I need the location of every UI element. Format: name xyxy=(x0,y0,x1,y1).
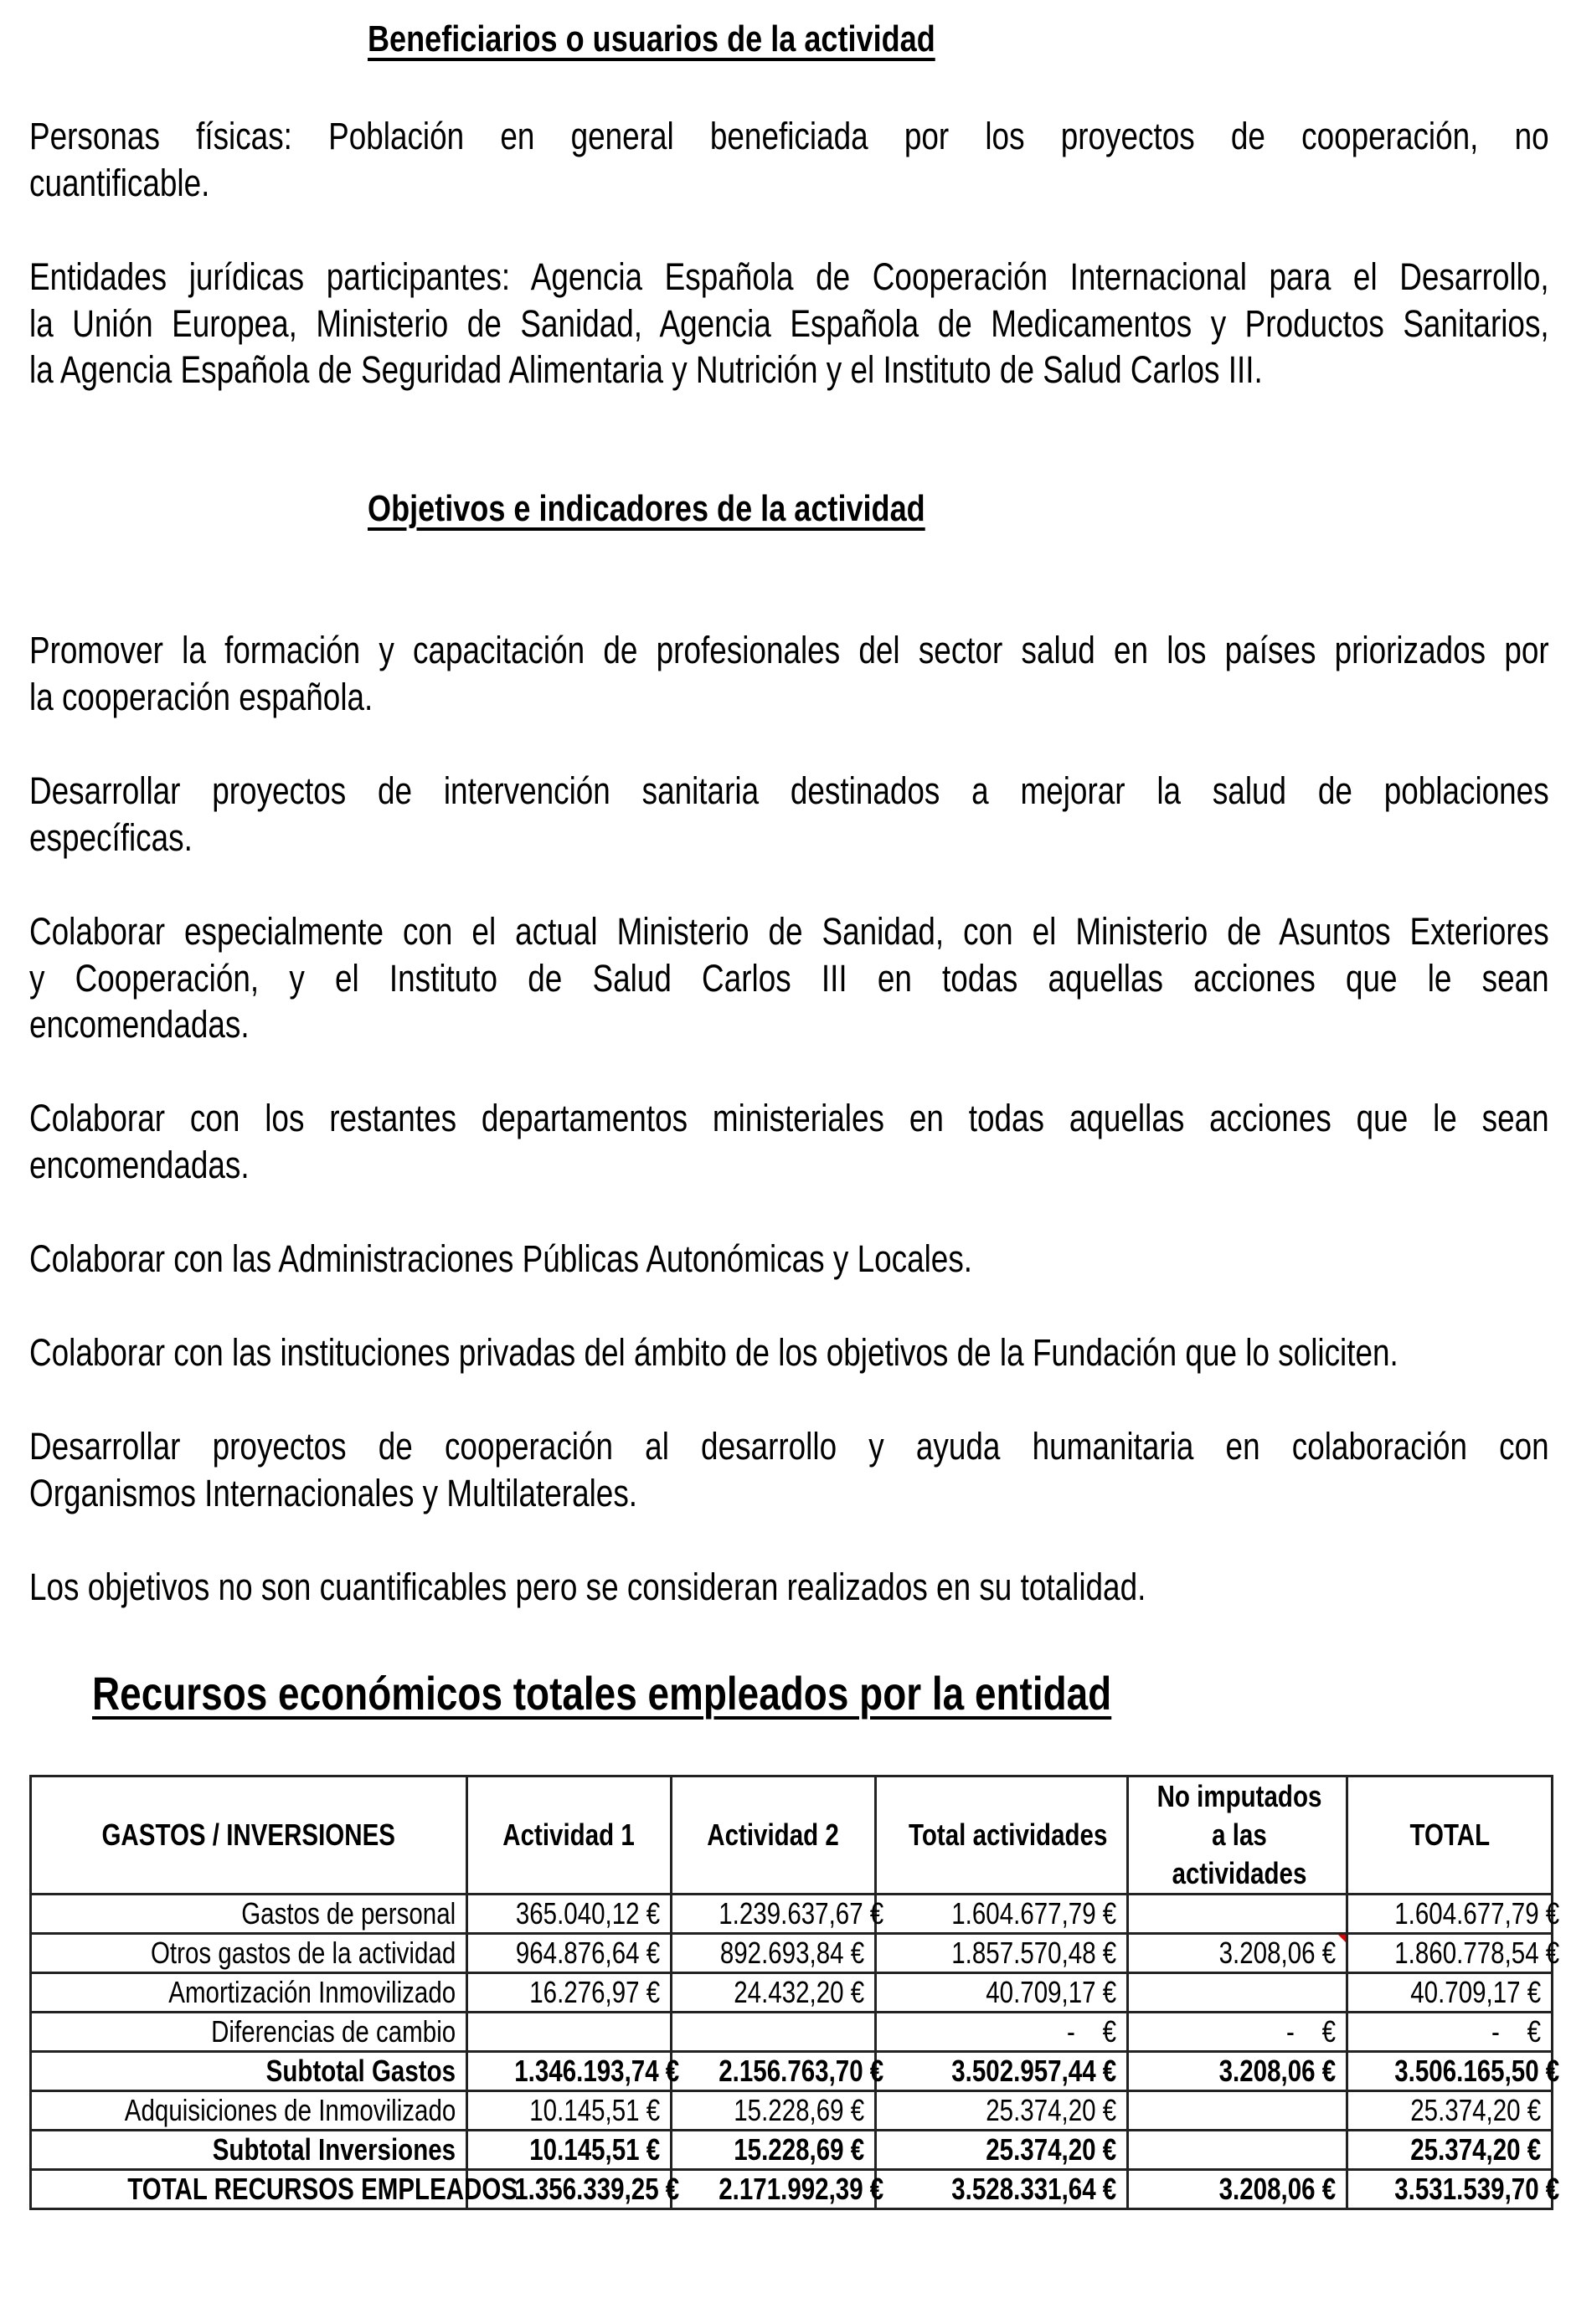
cell-value: 1.356.339,25 € xyxy=(514,2172,680,2206)
comment-marker-icon[interactable] xyxy=(1338,1935,1346,1942)
row-label-cell xyxy=(31,2131,467,2170)
cell-value: 2.171.992,39 € xyxy=(719,2172,884,2206)
column-header-label: Total actividades xyxy=(909,1818,1108,1852)
paragraph-line: encomendadas. xyxy=(29,1143,250,1186)
value-cell xyxy=(1347,2131,1553,2170)
cell-value: 1.346.193,74 € xyxy=(514,2054,680,2088)
value-cell xyxy=(1128,2052,1347,2091)
table-row xyxy=(31,1934,1553,1973)
table-row xyxy=(31,1895,1553,1934)
value-cell xyxy=(876,1934,1128,1973)
value-cell xyxy=(672,2052,884,2091)
value-cell xyxy=(1347,2170,1560,2209)
paragraph xyxy=(29,908,1549,1048)
column-header-label: TOTAL xyxy=(1409,1818,1490,1852)
paragraph-line: la Agencia Española de Seguridad Alimentaria y Nutrición y el Instituto de Salud Carlos III. xyxy=(29,348,1263,391)
paragraph xyxy=(29,768,1549,861)
cell-value: 25.374,20 € xyxy=(986,2132,1116,2167)
cell-value: 1.604.677,79 € xyxy=(951,1896,1116,1931)
cell-value: 3.502.957,44 € xyxy=(951,2054,1116,2088)
column-header xyxy=(1128,1776,1347,1895)
paragraph-line: y Cooperación, y el Instituto de Salud Carlos III en todas aquellas acciones que le sean xyxy=(29,956,1549,1000)
cell-value: 24.432,20 € xyxy=(734,1975,864,2009)
paragraph-line: específicas. xyxy=(29,815,193,859)
column-header xyxy=(467,1776,672,1895)
heading-objetivos: Objetivos e indicadores de la actividad xyxy=(368,488,925,529)
table-row xyxy=(31,2013,1553,2052)
value-cell xyxy=(672,2091,876,2131)
paragraph xyxy=(29,1564,1549,1611)
value-cell xyxy=(1347,2091,1553,2131)
column-header-label: No imputados a las actividades xyxy=(1156,1779,1322,1890)
cell-value: 25.374,20 € xyxy=(1410,2093,1541,2127)
value-cell xyxy=(1128,2170,1347,2209)
paragraph xyxy=(29,113,1549,206)
cell-value: - € xyxy=(1285,2014,1336,2049)
table-row xyxy=(31,2091,1553,2131)
column-header xyxy=(672,1776,876,1895)
row-label: Subtotal Gastos xyxy=(265,2054,456,2088)
cell-value: 3.531.539,70 € xyxy=(1394,2172,1560,2206)
value-cell xyxy=(876,1895,1128,1934)
paragraph-line: Desarrollar proyectos de cooperación al desarrollo y ayuda humanitaria en colaboración con xyxy=(29,1425,1549,1468)
row-label-cell xyxy=(31,2052,467,2091)
value-cell xyxy=(672,2131,876,2170)
row-label: Adquisiciones de Inmovilizado xyxy=(124,2093,456,2127)
value-cell xyxy=(876,2170,1128,2209)
value-cell xyxy=(1347,2052,1560,2091)
value-cell xyxy=(467,2170,680,2209)
value-cell xyxy=(1347,2013,1553,2052)
row-label-cell xyxy=(31,1934,467,1973)
cell-value: 25.374,20 € xyxy=(1410,2132,1541,2167)
column-header-label: Actividad 1 xyxy=(502,1818,636,1852)
value-cell xyxy=(672,1973,876,2013)
cell-value: 365.040,12 € xyxy=(515,1896,660,1931)
cell-value: 10.145,51 € xyxy=(529,2093,660,2127)
value-cell xyxy=(1347,1895,1560,1934)
row-label-cell xyxy=(31,2170,518,2209)
cell-value: 16.276,97 € xyxy=(529,1975,660,2009)
column-header-label: Actividad 2 xyxy=(707,1818,840,1852)
value-cell xyxy=(1128,1973,1347,2013)
heading-beneficiarios: Beneficiarios o usuarios de la actividad xyxy=(368,18,935,59)
paragraph-line: Personas físicas: Población en general beneficiada por los proyectos de cooperación, no xyxy=(29,115,1549,157)
cell-value: - € xyxy=(1491,2014,1541,2049)
table-header-row xyxy=(31,1776,1553,1895)
value-cell xyxy=(1347,1973,1553,2013)
row-label-cell xyxy=(31,1973,467,2013)
value-cell xyxy=(467,2131,672,2170)
column-header xyxy=(31,1776,467,1895)
cell-value: 10.145,51 € xyxy=(529,2132,660,2167)
paragraph xyxy=(29,1236,1549,1283)
cell-value: 15.228,69 € xyxy=(734,2132,864,2167)
value-cell xyxy=(1128,2091,1347,2131)
paragraph-line: Promover la formación y capacitación de profesionales del sector salud en los países priorizados por xyxy=(29,629,1549,671)
cell-value: 1.860.778,54 € xyxy=(1394,1936,1560,1970)
paragraph xyxy=(29,254,1549,393)
value-cell xyxy=(467,1973,672,2013)
paragraph-line: cuantificable. xyxy=(29,161,210,204)
table-row xyxy=(31,2170,1553,2209)
table-row xyxy=(31,1973,1553,2013)
paragraph-line: encomendadas. xyxy=(29,1003,250,1046)
cell-value: 3.208,06 € xyxy=(1218,2172,1336,2206)
paragraph-line: Colaborar con las Administraciones Públicas Autonómicas y Locales. xyxy=(29,1237,973,1280)
cell-value: 1.857.570,48 € xyxy=(951,1936,1116,1970)
cell-value: 1.239.637,67 € xyxy=(719,1896,884,1931)
row-label-cell xyxy=(31,2091,467,2131)
column-header xyxy=(876,1776,1128,1895)
value-cell xyxy=(467,2091,672,2131)
paragraph-line: Los objetivos no son cuantificables pero se consideran realizados en su totalidad. xyxy=(29,1566,1146,1608)
cell-value: 3.528.331,64 € xyxy=(951,2172,1116,2206)
cell-value: 3.506.165,50 € xyxy=(1394,2054,1560,2088)
paragraph xyxy=(29,627,1549,720)
column-header xyxy=(1347,1776,1553,1895)
cell-value: 40.709,17 € xyxy=(986,1975,1116,2009)
table-row xyxy=(31,2052,1553,2091)
value-cell xyxy=(1128,1895,1347,1934)
paragraph xyxy=(29,1423,1549,1516)
value-cell xyxy=(876,1973,1128,2013)
resources-table xyxy=(29,1775,1560,2210)
paragraph-line: Organismos Internacionales y Multilaterales. xyxy=(29,1471,638,1514)
value-cell xyxy=(876,2091,1128,2131)
cell-value: 892.693,84 € xyxy=(719,1936,864,1970)
value-cell xyxy=(467,2052,680,2091)
value-cell xyxy=(467,1934,672,1973)
paragraph-line: Colaborar especialmente con el actual Ministerio de Sanidad, con el Ministerio de Asuntos Exteriores xyxy=(29,910,1549,953)
row-label: Subtotal Inversiones xyxy=(212,2132,456,2167)
cell-value: 15.228,69 € xyxy=(734,2093,864,2127)
value-cell xyxy=(467,2013,672,2052)
paragraph-line: Colaborar con las instituciones privadas del ámbito de los objetivos de la Fundación que lo soliciten. xyxy=(29,1331,1398,1374)
value-cell xyxy=(1128,2131,1347,2170)
cell-value: 25.374,20 € xyxy=(986,2093,1116,2127)
paragraph-line: Entidades jurídicas participantes: Agencia Española de Cooperación Internacional para el Desarrollo, xyxy=(29,255,1549,298)
value-cell xyxy=(1128,1934,1347,1973)
row-label-cell xyxy=(31,1895,467,1934)
cell-value: 40.709,17 € xyxy=(1410,1975,1541,2009)
value-cell xyxy=(1128,2013,1347,2052)
paragraph xyxy=(29,1095,1549,1188)
row-label: Otros gastos de la actividad xyxy=(150,1936,456,1970)
row-label: Gastos de personal xyxy=(241,1896,456,1931)
value-cell xyxy=(672,2013,876,2052)
value-cell xyxy=(1347,1934,1560,1973)
cell-value: 1.604.677,79 € xyxy=(1394,1896,1560,1931)
value-cell xyxy=(672,1934,876,1973)
paragraph-line: Desarrollar proyectos de intervención sanitaria destinados a mejorar la salud de poblaciones xyxy=(29,769,1549,812)
value-cell xyxy=(672,1895,884,1934)
paragraph-line: la Unión Europea, Ministerio de Sanidad, Agencia Española de Medicamentos y Productos Sanitarios, xyxy=(29,301,1549,345)
paragraph-line: la cooperación española. xyxy=(29,675,373,718)
value-cell xyxy=(876,2052,1128,2091)
cell-value: 2.156.763,70 € xyxy=(719,2054,884,2088)
paragraph xyxy=(29,1329,1549,1376)
table-row xyxy=(31,2131,1553,2170)
cell-value: 3.208,06 € xyxy=(1218,2054,1336,2088)
heading-recursos: Recursos económicos totales empleados por la entidad xyxy=(92,1667,1112,1720)
row-label-cell xyxy=(31,2013,467,2052)
value-cell xyxy=(467,1895,672,1934)
paragraph-line: Colaborar con los restantes departamentos ministeriales en todas aquellas acciones que le sean xyxy=(29,1097,1549,1139)
value-cell xyxy=(876,2013,1128,2052)
row-label: Diferencias de cambio xyxy=(210,2014,456,2049)
column-header-label: GASTOS / INVERSIONES xyxy=(101,1818,396,1852)
cell-value: 3.208,06 € xyxy=(1218,1936,1336,1970)
row-label: TOTAL RECURSOS EMPLEADOS xyxy=(127,2172,518,2206)
row-label: Amortización Inmovilizado xyxy=(168,1975,456,2009)
cell-value: - € xyxy=(1066,2014,1116,2049)
value-cell xyxy=(672,2170,884,2209)
cell-value: 964.876,64 € xyxy=(515,1936,660,1970)
value-cell xyxy=(876,2131,1128,2170)
